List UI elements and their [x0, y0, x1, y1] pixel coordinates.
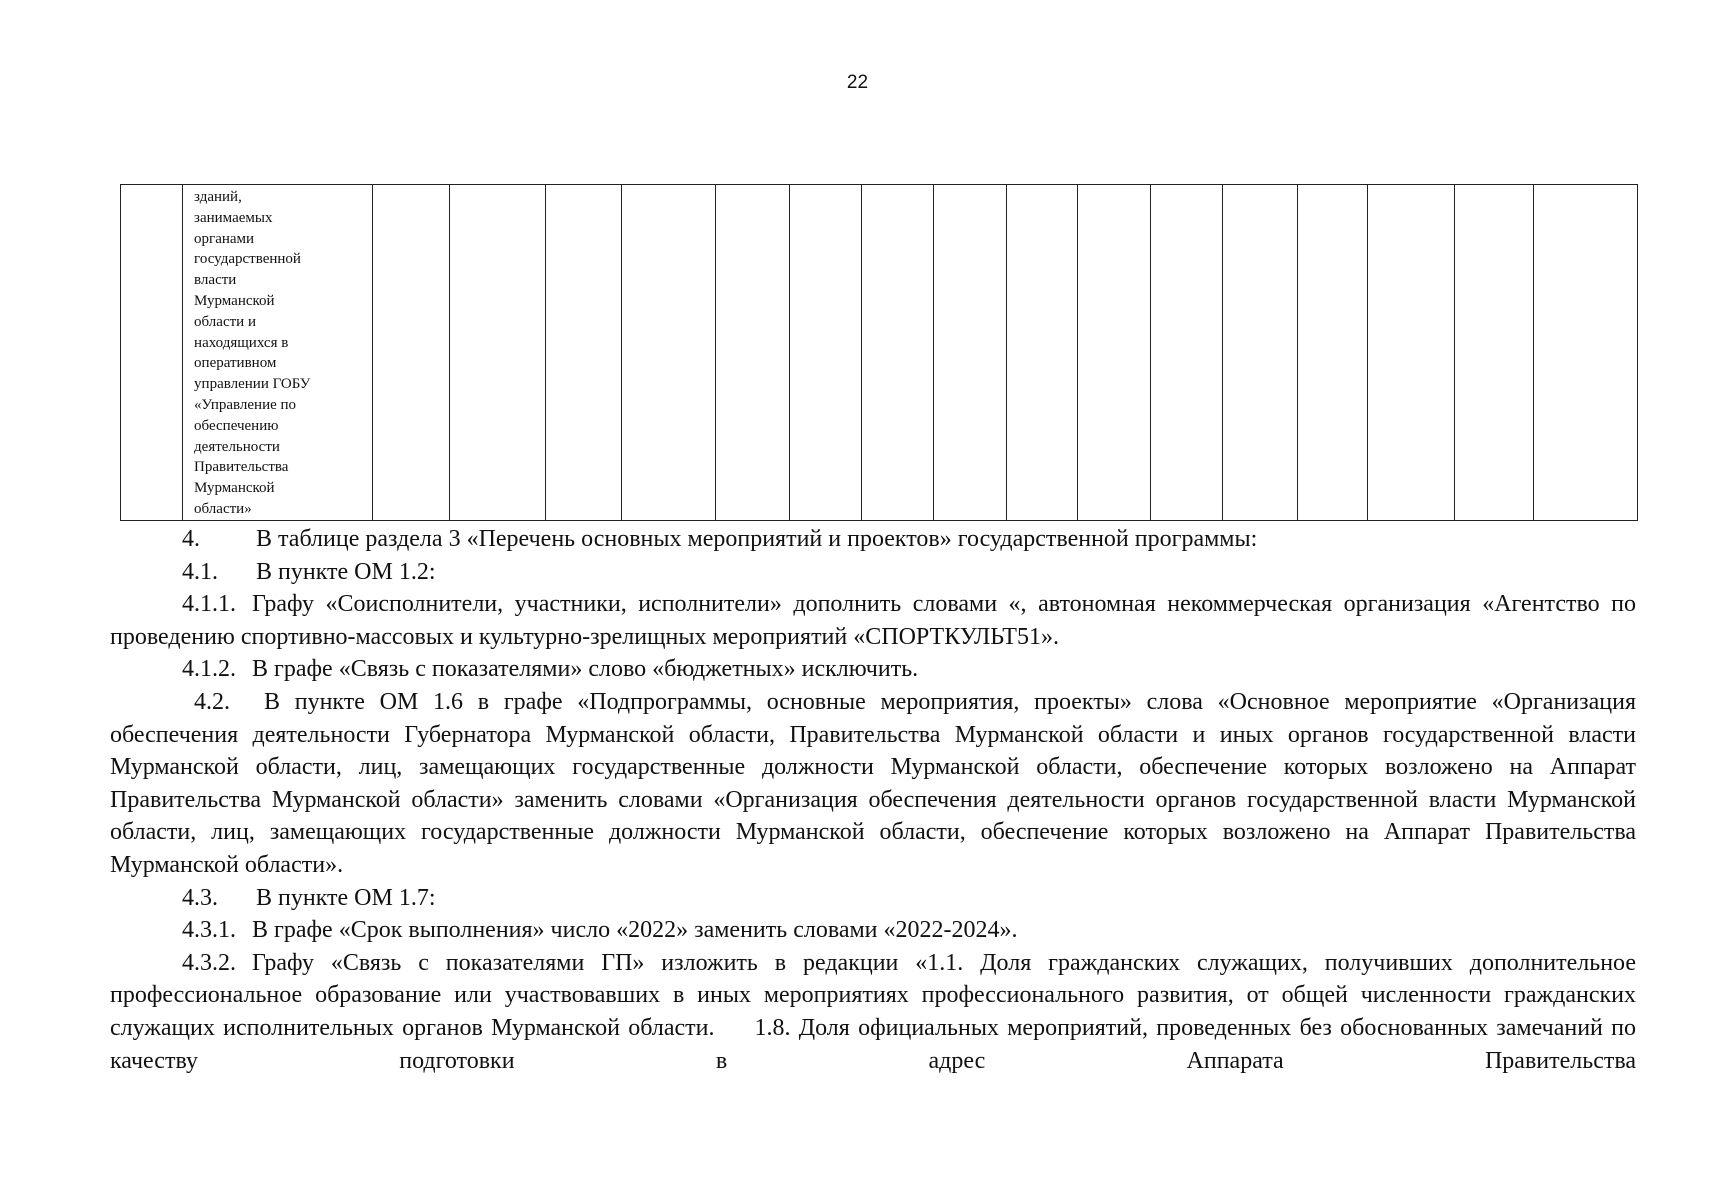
cell-line: находящихся в [194, 334, 289, 351]
cell-line: оперативном [194, 355, 277, 372]
paragraph-number: 4.3. [182, 884, 218, 911]
paragraph-text: В графе «Связь с показателями» слово «бюджетных» исключить. [252, 656, 919, 683]
table-row [121, 185, 1638, 521]
cell-line: области и [194, 313, 256, 330]
paragraph-number: 4.1.1. [182, 591, 236, 618]
paragraph-number: 4.2. [194, 688, 230, 715]
table-cell-empty [1534, 185, 1638, 521]
paragraph-4-3-2 [110, 947, 1636, 1077]
paragraph-4-3-1 [110, 914, 1636, 947]
cell-line: государственной [194, 251, 301, 268]
paragraph-number: 4.3.1. [182, 917, 236, 944]
table-cell-empty [373, 185, 450, 521]
table-cell-empty [934, 185, 1007, 521]
table-cell-empty [1454, 185, 1533, 521]
cell-line: управлении ГОБУ [194, 376, 311, 393]
paragraph-text-continued: 1.8. Доля официальных мероприятий, проведенных без обоснованных замечаний по качеству подготовки в адрес Аппарата Правительства [110, 1014, 1637, 1074]
paragraph-4-1-2 [110, 653, 1636, 686]
paragraph-text: В пункте ОМ 1.7: [256, 884, 436, 911]
cell-line: власти [194, 272, 237, 289]
table-cell-empty [789, 185, 862, 521]
cell-line: «Управление по [194, 396, 297, 413]
paragraph-number: 4.1. [182, 558, 218, 585]
table-cell-empty [450, 185, 545, 521]
paragraph-text: В таблице раздела 3 «Перечень основных мероприятий и проектов» государственной программы: [256, 526, 1258, 552]
paragraph-text: Графу «Связь с показателями ГП» изложить в редакции «1.1. Доля гражданских служащих, получивших дополнительное профессиональное образование или участвовавших в иных мероприятиях профессионального развития, от общей численности гражданских служащих исполнительных органов Мурманской области. [110, 949, 1636, 1041]
page-number: 22 [846, 72, 869, 93]
paragraph-4-1-1 [110, 588, 1636, 653]
paragraph-number: 4.1.2. [182, 656, 236, 683]
cell-line: органами [194, 230, 255, 247]
paragraph-text: В графе «Срок выполнения» число «2022» заменить словами «2022-2024». [252, 917, 1018, 944]
table-cell-empty [545, 185, 621, 521]
cell-line: Мурманской [194, 292, 275, 309]
cell-line: обеспечению [194, 417, 279, 434]
paragraph-4 [110, 523, 1636, 556]
paragraph-4-2 [110, 686, 1636, 882]
table-cell-empty [1222, 185, 1297, 521]
cell-line: Мурманской [194, 480, 275, 497]
continuation-table [120, 184, 1638, 521]
table-cell-empty [1368, 185, 1455, 521]
paragraph-text: В пункте ОМ 1.2: [256, 558, 436, 585]
table-cell-empty [1151, 185, 1223, 521]
cell-line: занимаемых [194, 209, 273, 226]
paragraph-text: В пункте ОМ 1.6 в графе «Подпрограммы, основные мероприятия, проекты» слова «Основное мероприятие «Организация обеспечения деятельности Губернатора Мурманской области, Правительства Мурманской области и иных органов государственной власти Мурманской области, лиц, замещающих государственные должности Мурманской области, обеспечение которых возложено на Аппарат Правительства Мурманской области» заменить словами «Организация обеспечения деятельности органов государственной власти Мурманской области, лиц, замещающих государственные должности Мурманской области, обеспечение которых возложено на Аппарат Правительства Мурманской области». [110, 688, 1636, 878]
table-cell-empty [1078, 185, 1151, 521]
paragraph-4-1 [110, 556, 1636, 589]
cell-line: зданий, [194, 189, 242, 205]
table-cell-empty [621, 185, 715, 521]
table-cell-empty [715, 185, 789, 521]
cell-line: области» [194, 500, 252, 517]
paragraph-number: 4.3.2. [182, 949, 236, 976]
table-cell-empty [862, 185, 934, 521]
document-body [110, 523, 1636, 1077]
table-cell-empty [1006, 185, 1078, 521]
table-cell-description [183, 185, 373, 521]
cell-line: деятельности [194, 438, 280, 455]
table-cell-empty [1297, 185, 1368, 521]
paragraph-text: Графу «Соисполнители, участники, исполнители» дополнить словами «, автономная некоммерческая организация «Агентство по проведению спортивно-массовых и культурно-зрелищных мероприятий «СПОРТКУЛЬТ51». [110, 591, 1636, 650]
paragraph-4-3 [110, 882, 1636, 915]
cell-line: Правительства [194, 459, 289, 476]
paragraph-number: 4. [182, 526, 200, 552]
table-cell-number [121, 185, 183, 521]
